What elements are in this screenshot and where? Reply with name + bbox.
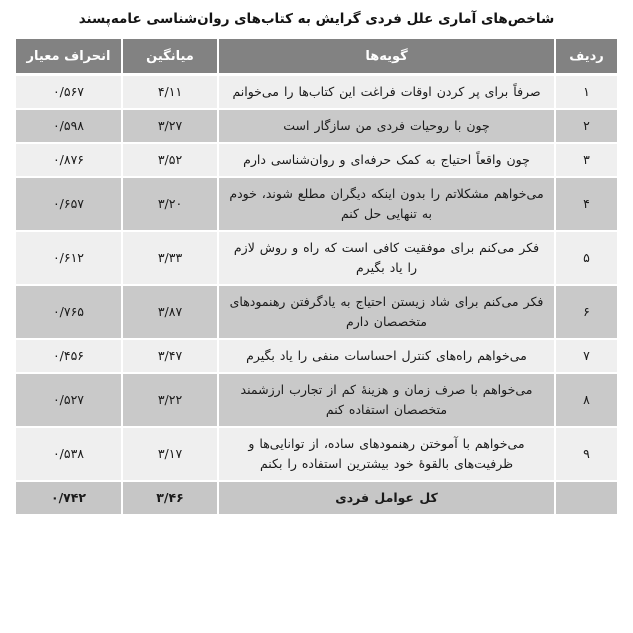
column-header-mean: میانگین bbox=[122, 39, 218, 75]
cell-total-label: کل عوامل فردی bbox=[218, 481, 555, 515]
cell-sd-value: ۰/۶۱۲ bbox=[16, 231, 122, 285]
table-row bbox=[16, 373, 617, 427]
cell-sd-value: ۰/۵۳۸ bbox=[16, 427, 122, 481]
stats-table-container bbox=[16, 39, 617, 516]
column-header-row: ردیف bbox=[555, 39, 617, 75]
cell-row-number: ۳ bbox=[555, 143, 617, 177]
cell-total-sd: ۰/۷۴۲ bbox=[16, 481, 122, 515]
cell-mean-value: ۳/۸۷ bbox=[122, 285, 218, 339]
cell-mean-value: ۳/۵۲ bbox=[122, 143, 218, 177]
cell-item-text: می‌خواهم با آموختن رهنمودهای ساده، از توانایی‌ها و ظرفیت‌های بالقوهٔ خود بیشترین استفاده را بکنم bbox=[218, 427, 555, 481]
cell-sd-value: ۰/۵۲۷ bbox=[16, 373, 122, 427]
table-header bbox=[16, 39, 617, 75]
cell-row-number: ۶ bbox=[555, 285, 617, 339]
cell-row-number: ۴ bbox=[555, 177, 617, 231]
cell-mean-value: ۳/۲۰ bbox=[122, 177, 218, 231]
table-row bbox=[16, 285, 617, 339]
column-header-item: گویه‌ها bbox=[218, 39, 555, 75]
header-row bbox=[16, 39, 617, 75]
cell-sd-value: ۰/۸۷۶ bbox=[16, 143, 122, 177]
table-row bbox=[16, 231, 617, 285]
cell-row-number: ۵ bbox=[555, 231, 617, 285]
cell-item-text: چون با روحیات فردی من سازگار است bbox=[218, 109, 555, 143]
cell-row-number: ۱ bbox=[555, 75, 617, 110]
table-body bbox=[16, 75, 617, 516]
cell-row-number: ۹ bbox=[555, 427, 617, 481]
table-total-row bbox=[16, 481, 617, 515]
cell-mean-value: ۳/۴۷ bbox=[122, 339, 218, 373]
cell-row-number: ۸ bbox=[555, 373, 617, 427]
cell-item-text: صرفاً برای پر کردن اوقات فراغت این کتاب‌ها را می‌خوانم bbox=[218, 75, 555, 110]
table-caption: شاخص‌های آماری علل فردی گرایش به کتاب‌های روان‌شناسی عامه‌پسند bbox=[78, 11, 555, 27]
cell-item-text: فکر می‌کنم برای موفقیت کافی است که راه و روش لازم را یاد بگیرم bbox=[218, 231, 555, 285]
column-header-sd: انحراف معیار bbox=[16, 39, 122, 75]
cell-item-text: می‌خواهم با صرف زمان و هزینهٔ کم از تجارب ارزشمند متخصصان استفاده کنم bbox=[218, 373, 555, 427]
table-row bbox=[16, 427, 617, 481]
cell-mean-value: ۳/۲۲ bbox=[122, 373, 218, 427]
table-row bbox=[16, 177, 617, 231]
cell-row-number: ۲ bbox=[555, 109, 617, 143]
cell-mean-value: ۳/۱۷ bbox=[122, 427, 218, 481]
cell-sd-value: ۰/۵۹۸ bbox=[16, 109, 122, 143]
cell-mean-value: ۴/۱۱ bbox=[122, 75, 218, 110]
cell-item-text: می‌خواهم راه‌های کنترل احساسات منفی را یاد بگیرم bbox=[218, 339, 555, 373]
cell-mean-value: ۳/۲۷ bbox=[122, 109, 218, 143]
table-row bbox=[16, 339, 617, 373]
cell-sd-value: ۰/۴۵۶ bbox=[16, 339, 122, 373]
cell-item-text: چون واقعاً احتیاج به کمک حرفه‌ای و روان‌شناسی دارم bbox=[218, 143, 555, 177]
cell-row-number bbox=[555, 481, 617, 515]
cell-row-number: ۷ bbox=[555, 339, 617, 373]
cell-total-mean: ۳/۴۶ bbox=[122, 481, 218, 515]
cell-item-text: می‌خواهم مشکلاتم را بدون اینکه دیگران مطلع شوند، خودم به تنهایی حل کنم bbox=[218, 177, 555, 231]
cell-sd-value: ۰/۶۵۷ bbox=[16, 177, 122, 231]
cell-mean-value: ۳/۳۳ bbox=[122, 231, 218, 285]
statistics-table bbox=[16, 39, 617, 516]
cell-item-text: فکر می‌کنم برای شاد زیستن احتیاج به یادگرفتن رهنمودهای متخصصان دارم bbox=[218, 285, 555, 339]
table-row bbox=[16, 143, 617, 177]
cell-sd-value: ۰/۵۶۷ bbox=[16, 75, 122, 110]
table-row bbox=[16, 109, 617, 143]
cell-sd-value: ۰/۷۶۵ bbox=[16, 285, 122, 339]
table-row bbox=[16, 75, 617, 110]
